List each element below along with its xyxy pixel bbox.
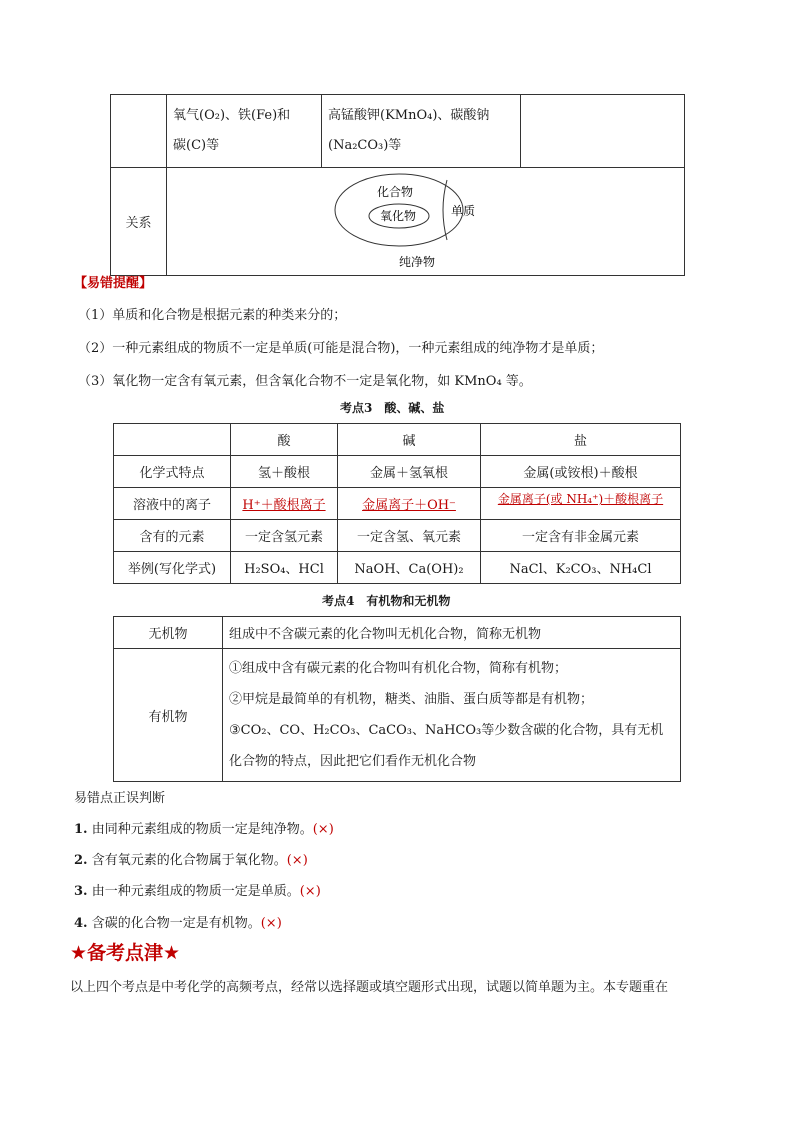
inorganic-text: 组成中不含碳元素的化合物叫无机化合物，简称无机物	[223, 617, 681, 649]
header-base: 碱	[338, 424, 481, 456]
element-examples-line1: 氧气(O₂)、铁(Fe)和	[173, 108, 291, 123]
judgement-3	[74, 880, 321, 899]
judge-heading: 易错点正误判断	[74, 791, 166, 806]
mistake-item-2: （2）一种元素组成的物质不一定是单质(可能是混合物)，一种元素组成的纯净物才是单质；	[78, 341, 604, 356]
pure-substance-label: 纯净物	[399, 255, 436, 269]
judgement-4	[74, 912, 282, 931]
base-example: NaOH、Ca(OH)₂	[338, 552, 481, 584]
judgement-1	[74, 818, 334, 837]
acid-example: H₂SO₄、HCl	[231, 552, 338, 584]
organic-line-1: ①组成中含有碳元素的化合物叫有机化合物，简称有机物；	[229, 661, 568, 676]
compound-examples-line2: (Na₂CO₃)等	[328, 138, 402, 153]
row-ions-label: 溶液中的离子	[114, 488, 231, 520]
relation-diagram-cell	[167, 168, 685, 276]
organic-line-4: 化合物的特点，因此把它们看作无机化合物	[229, 754, 477, 769]
base-elements: 一定含氢、氧元素	[338, 520, 481, 552]
row-formula-label: 化学式特点	[114, 456, 231, 488]
oxide-label: 氧化物	[380, 209, 417, 223]
inorganic-label: 无机物	[114, 617, 223, 649]
kp4-title: 考点4 有机物和无机物	[322, 594, 451, 608]
compound-examples-line1: 高锰酸钾(KMnO₄)、碳酸钠	[328, 108, 490, 123]
section-heading: ★备考点津★	[70, 942, 181, 964]
row-elements-label: 含有的元素	[114, 520, 231, 552]
salt-elements: 一定含有非金属元素	[481, 520, 681, 552]
organic-cell	[223, 649, 681, 782]
relation-label: 关系	[111, 168, 167, 276]
empty-cell	[521, 95, 685, 168]
judgement-num: 1.	[74, 822, 88, 837]
final-paragraph: 以上四个考点是中考化学的高频考点，经常以选择题或填空题形式出现，试题以简单题为主。本专题重在	[70, 980, 669, 995]
judgement-num: 4.	[74, 916, 88, 931]
header-acid: 酸	[231, 424, 338, 456]
row-example-label: 举例(写化学式)	[114, 552, 231, 584]
judgement-text: 含有氧元素的化合物属于氧化物。	[91, 853, 287, 868]
salt-example: NaCl、K₂CO₃、NH₄Cl	[481, 552, 681, 584]
judgement-mark: (×)	[286, 853, 308, 868]
judgement-num: 3.	[74, 884, 88, 899]
judgement-mark: (×)	[312, 822, 334, 837]
mistake-item-1: （1）单质和化合物是根据元素的种类来分的；	[78, 308, 347, 323]
judgement-mark: (×)	[260, 916, 282, 931]
judgement-num: 2.	[74, 853, 88, 868]
organic-label: 有机物	[114, 649, 223, 782]
divider-arc	[443, 180, 447, 240]
element-examples-cell	[167, 95, 322, 168]
relation-diagram	[167, 168, 684, 275]
judgement-mark: (×)	[299, 884, 321, 899]
organic-line-3: ③CO₂、CO、H₂CO₃、CaCO₃、NaHCO₃等少数含碳的化合物，具有无机	[229, 723, 664, 738]
judgement-text: 由同种元素组成的物质一定是纯净物。	[91, 822, 313, 837]
mistake-heading: 【易错提醒】	[74, 276, 153, 291]
base-formula: 金属＋氢氧根	[338, 456, 481, 488]
acid-formula: 氢＋酸根	[231, 456, 338, 488]
element-examples-line2: 碳(C)等	[173, 138, 220, 153]
empty-cell	[111, 95, 167, 168]
compound-label: 化合物	[377, 185, 414, 199]
salt-formula: 金属(或铵根)＋酸根	[481, 456, 681, 488]
organic-line-2: ②甲烷是最简单的有机物，糖类、油脂、蛋白质等都是有机物；	[229, 692, 594, 707]
judgement-text: 含碳的化合物一定是有机物。	[91, 916, 261, 931]
header-salt: 盐	[481, 424, 681, 456]
salt-ions: 金属离子(或 NH₄⁺)＋酸根离子	[481, 488, 681, 520]
acid-ions: H⁺＋酸根离子	[231, 488, 338, 520]
base-ions: 金属离子＋OH⁻	[338, 488, 481, 520]
judgement-2	[74, 849, 308, 868]
acid-base-salt-table	[113, 423, 681, 584]
organic-inorganic-table	[113, 616, 681, 782]
compound-examples-cell	[322, 95, 521, 168]
classification-table	[110, 94, 685, 276]
header-empty	[114, 424, 231, 456]
judgement-text: 由一种元素组成的物质一定是单质。	[91, 884, 300, 899]
acid-elements: 一定含氢元素	[231, 520, 338, 552]
mistake-item-3: （3）氧化物一定含有氧元素，但含氧化合物不一定是氧化物，如 KMnO₄ 等。	[78, 374, 532, 389]
element-label: 单质	[451, 204, 476, 218]
kp3-title: 考点3 酸、碱、盐	[340, 401, 445, 415]
